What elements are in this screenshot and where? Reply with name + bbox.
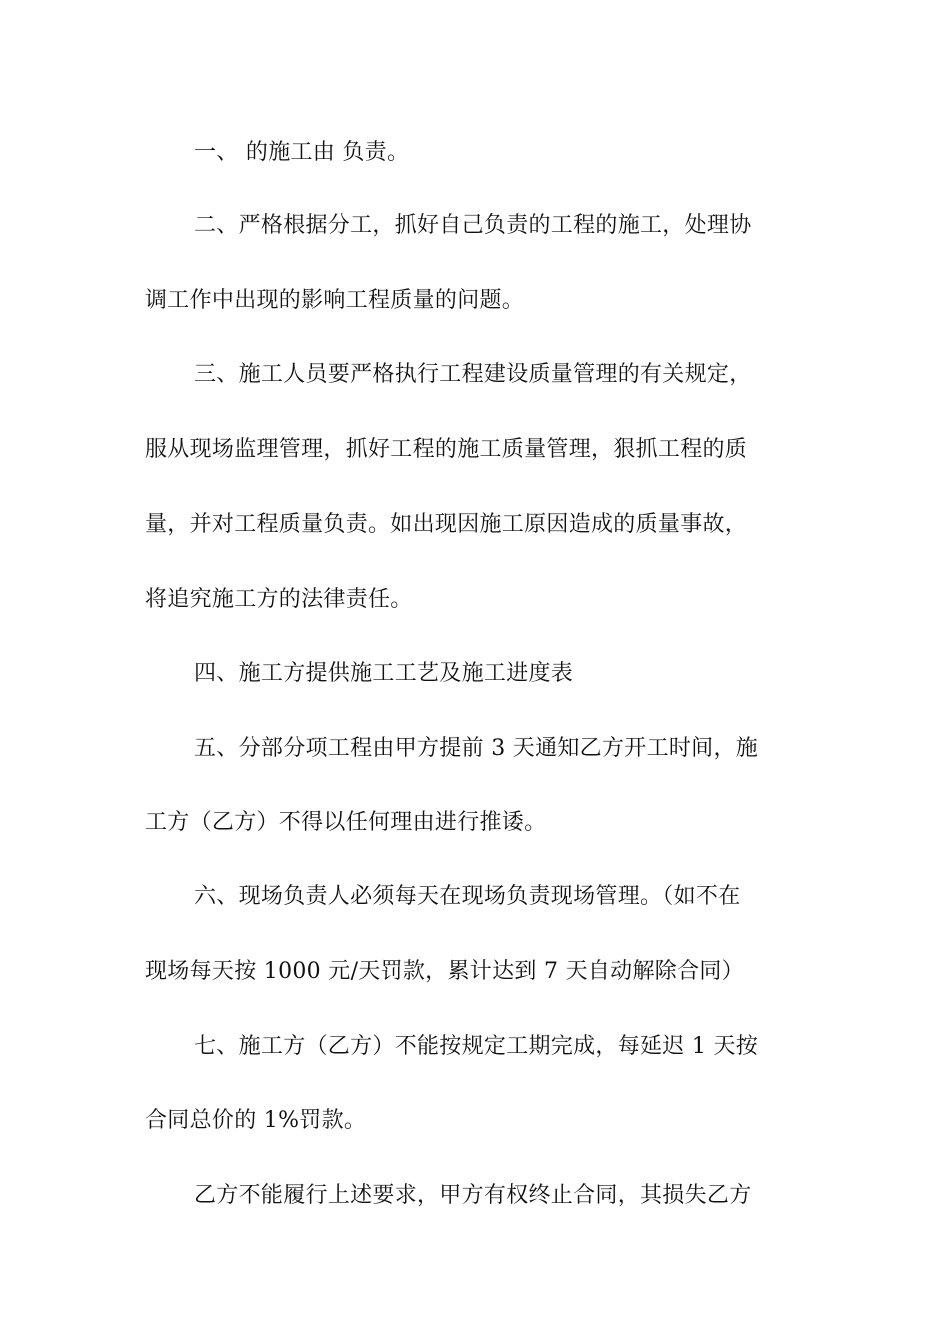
clause-2-line-1: 二、严格根据分工，抓好自己负责的工程的施工，处理协 [194,213,752,238]
clause-6-line-1: 六、现场负责人必须每天在现场负责现场管理。（如不在 [194,884,741,909]
clause-7-line-1: 七、施工方（乙方）不能按规定工期完成，每延迟 1 天按 [194,1034,759,1059]
clause-4-line-1: 四、施工方提供施工工艺及施工进度表 [194,661,574,686]
clause-7-line-2: 合同总价的 1%罚款。 [145,1108,367,1133]
clause-5-line-1: 五、分部分项工程由甲方提前 3 天通知乙方开工时间，施 [194,736,759,761]
clause-6-line-2: 现场每天按 1000 元/天罚款，累计达到 7 天自动解除合同） [145,959,744,984]
clause-5-line-2: 工方（乙方）不得以任何理由进行推诿。 [145,810,547,835]
clause-3-line-1: 三、施工人员要严格执行工程建设质量管理的有关规定， [194,362,752,387]
clause-3-line-2: 服从现场监理管理，抓好工程的施工质量管理，狠抓工程的质 [145,437,748,462]
clause-3-line-3: 量，并对工程质量负责。如出现因施工原因造成的质量事故， [145,512,748,537]
clause-1-line-1: 一、 的施工由 负责。 [194,140,410,165]
clause-2-line-2: 调工作中出现的影响工程质量的问题。 [145,288,525,313]
final-paragraph-line-1: 乙方不能履行上述要求，甲方有权终止合同，其损失乙方 [194,1183,752,1208]
clause-3-line-4: 将追究施工方的法律责任。 [145,587,413,612]
